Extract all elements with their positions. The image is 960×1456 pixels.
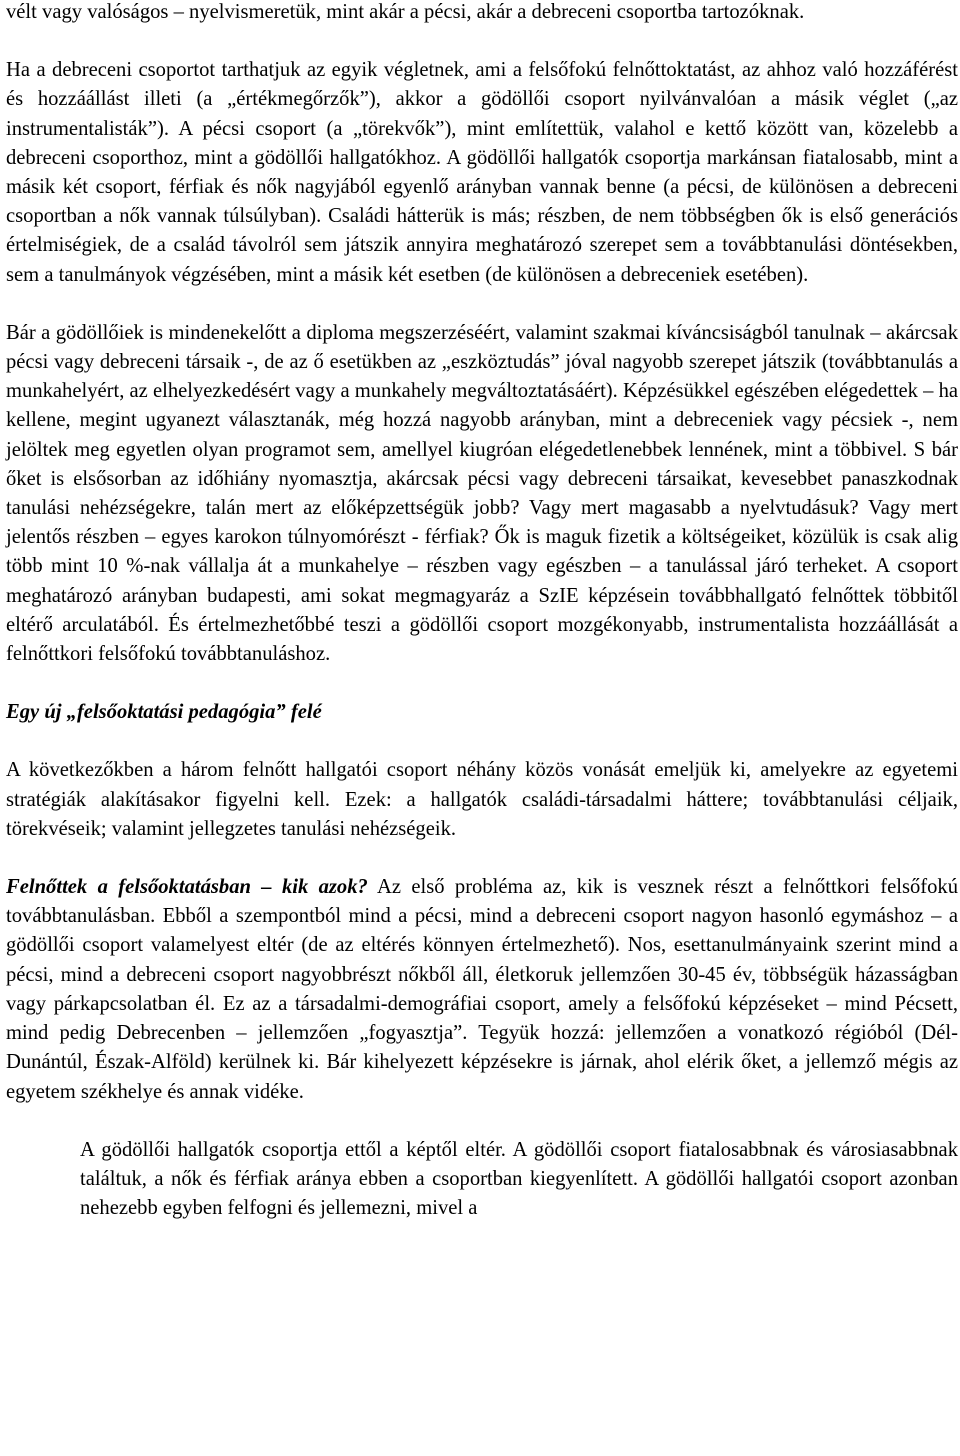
paragraph-gap [6, 669, 958, 698]
section-heading: Egy új „felsőoktatási pedagógia” felé [6, 701, 322, 724]
paragraph-gap [6, 1107, 958, 1136]
paragraph-godollo-group: A gödöllői hallgatók csoportja ettől a képtől eltér. A gödöllői csoport fiatalosabbnak és városiasabbnak találtuk, a nők és férfiak aránya ebben a csoportban kiegyenlített. A gödöllői hallgatói csoport azonban nehezebb egyben felfogni és jellemezni, mivel a [80, 1138, 958, 1220]
document-page [6, 0, 958, 1223]
paragraph-godollo-motivation: Bár a gödöllőiek is mindenekelőtt a diploma megszerzéséért, valamint szakmai kíváncsiságból tanulnak – akárcsak pécsi vagy debreceni társaik -, de az ő esetükben az „eszköztudás” jóval nagyobb szerepet játszik (továbbtanulás a munkahelyért, az elhelyezkedésért vagy a munkahely megváltoztatásáért). Képzésükkel egészében elégedettek – ha kellene, megint ugyanezt választanák, még hozzá nagyobb arányban, mint a debreceniek vagy pécsiek -, nem jelöltek meg egyetlen olyan programot sem, amellyel kiugróan elégedetlenebbek lennének, mint a többivel. S bár őket is elsősorban az időhiány nyomasztja, akárcsak pécsi vagy debreceni társaikat, kevesebbet panaszkodnak tanulási nehézségekre, talán mert az előképzettségük jobb? Vagy mert magasabb a nyelvtudásuk? Vagy mert jelentős részben – egyes karokon túlnyomórészt - férfiak? Ők is maguk fizetik a költségeiket, közülük is csak alig több mint 10 %-nak vállalja át a munkahelye – részben vagy egészben – a tanulással járó terheket. A csoport meghatározó arányban budapesti, ami sokat megmagyaráz a SzIE képzésein továbbhallgató felnőttek többitől eltérő arculatából. És értelmezhetőbbé teszi a gödöllői csoport mozgékonyabb, instrumentalista hozzáállását a felnőttkori felsőfokú továbbtanuláshoz. [6, 321, 959, 666]
run-in-heading: Felnőttek a felsőoktatásban – kik azok? [6, 876, 368, 899]
paragraph-gap [6, 27, 958, 56]
indented-block [6, 1136, 958, 1224]
paragraph-gap [6, 727, 958, 756]
paragraph-groups-comparison: Ha a debreceni csoportot tarthatjuk az egyik végletnek, ami a felsőfokú felnőttoktatást, az ahhoz való hozzáférést és hozzáállást illeti (a „értékmegőrzők”), akkor a gödöllői csoport nyilvánvalóan a másik véglet („az instrumentalisták”). A pécsi csoport (a „törekvők”), mint említettük, valahol e kettő között van, közelebb a debreceni csoporthoz, mint a gödöllői hallgatókhoz. A gödöllői hallgatók csoportja markánsan fiatalosabb, mint a másik két csoport, férfiak és nők nagyjából egyenlő arányban vannak benne (a pécsi, de különösen a debreceni csoportban a nők vannak túlsúlyban). Családi hátterük is más; részben, de nem többségben ők is első generációs értelmiségiek, de a család távolról sem játszik annyira meghatározó szerepet sem a továbbtanulási döntésekben, sem a tanulmányok végzésében, mint a másik két esetben (de különösen a debreceniek esetében). [6, 59, 958, 286]
paragraph-adults-in-higher-ed [6, 873, 958, 1107]
paragraph-common-features: A következőkben a három felnőtt hallgatói csoport néhány közös vonását emeljük ki, amelyekre az egyetemi stratégiák alakításakor figyelni kell. Ezek: a hallgatók családi-társadalmi háttere; továbbtanulási céljaik, törekvéseik; valamint jellegzetes tanulási nehézségeik. [6, 759, 958, 840]
paragraph-continuation: vélt vagy valóságos – nyelvismeretük, mint akár a pécsi, akár a debreceni csoportba tartozóknak. [6, 1, 805, 23]
paragraph-gap [6, 290, 958, 319]
paragraph-body: Az első probléma az, kik is vesznek részt a felnőttkori felsőfokú továbbtanulásban. Ebből a szempontból mind a pécsi, mind a debreceni csoport nagyon hasonló egymáshoz – a gödöllői csoport valamelyest eltér (de az eltérés könnyen értelmezhető). Nos, esettanulmányaink szerint mind a pécsi, mind a debreceni csoport nagyobbrészt nőkből áll, életkoruk jellemzően 30-45 év, többségük házasságban vagy párkapcsolatban él. Ez az a társadalmi-demográfiai csoport, amely a felsőfokú képzéseket – mind Pécsett, mind pedig Debrecenben – jellemzően „fogyasztja”. Tegyük hozzá: jellemzően a vonatkozó régióból (Dél-Dunántúl, Észak-Alföld) kerülnek ki. Bár kihelyezett képzésekre is járnak, ahol elérik őket, a jellemző mégis az egyetem székhelye és annak vidéke. [6, 876, 958, 1103]
paragraph-gap [6, 844, 958, 873]
